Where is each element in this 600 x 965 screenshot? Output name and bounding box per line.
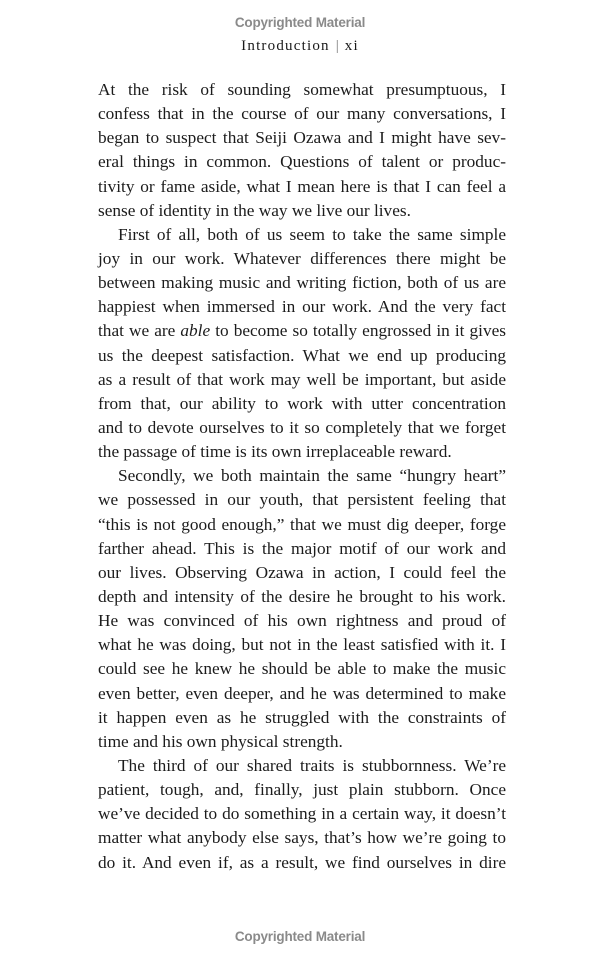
text-line: confess that in the course of our many conversations, I: [98, 104, 506, 124]
section-title: Introduction: [241, 38, 330, 54]
text-line: patient, tough, and, finally, just plain stubborn. Once: [98, 780, 506, 800]
text-line: us the deepest satisfaction. What we end up producing: [98, 345, 506, 365]
text-line: joy in our work. Whatever differences there might be: [98, 248, 506, 268]
text-run: that we are: [98, 321, 181, 341]
italic-emphasis: able: [180, 321, 211, 341]
text-line: we’ve decided to do something in a certain way, it doesn’t: [98, 804, 506, 824]
text-line: the passage of time is its own irreplaceable reward.: [98, 442, 452, 462]
text-line: happiest when immersed in our work. And the very fact: [98, 297, 506, 317]
text-line: between making music and writing fiction, both of us are: [98, 273, 506, 293]
paragraph-1: [98, 78, 506, 223]
body-text: [98, 78, 506, 875]
page-number: xi: [344, 38, 359, 54]
text-line: time and his own physical strength.: [98, 731, 343, 751]
copyright-watermark-top: Copyrighted Material: [234, 15, 366, 30]
text-line: First of all, both of us seem to take the same simple: [118, 224, 506, 244]
text-line: Secondly, we both maintain the same “hungry heart”: [118, 466, 506, 486]
text-line-with-italic: [98, 319, 506, 343]
text-line: “this is not good enough,” that we must dig deeper, forge: [98, 514, 506, 534]
copyright-watermark-bottom: Copyrighted Material: [234, 929, 366, 944]
text-line: what he was doing, but not in the least satisfied with it. I: [98, 635, 506, 655]
paragraph-4: [98, 754, 506, 875]
paragraph-2: [98, 223, 506, 464]
text-line: do it. And even if, as a result, we find ourselves in dire: [98, 852, 506, 872]
text-line: He was convinced of his own rightness and proud of: [98, 611, 506, 631]
paragraph-3: [98, 464, 506, 754]
text-run: to become so totally engrossed in it gives: [210, 321, 506, 341]
text-line: farther ahead. This is the major motif of our work and: [98, 538, 506, 558]
text-line: our lives. Observing Ozawa in action, I could feel the: [98, 562, 506, 582]
text-line: as a result of that work may well be important, but aside: [98, 369, 506, 389]
text-line: sense of identity in the way we live our lives.: [98, 200, 411, 220]
text-line: At the risk of sounding somewhat presumptuous, I: [98, 80, 506, 99]
header-separator: |: [335, 38, 339, 54]
text-line: could see he knew he should be able to make the music: [98, 659, 506, 679]
text-line: it happen even as he struggled with the constraints of: [98, 707, 506, 727]
text-line: from that, our ability to work with utter concentration: [98, 393, 506, 413]
text-line: even better, even deeper, and he was determined to make: [98, 683, 506, 703]
text-line: began to suspect that Seiji Ozawa and I might have sev-: [98, 128, 506, 148]
text-line: matter what anybody else says, that’s how we’re going to: [98, 828, 506, 848]
running-head: [0, 38, 600, 55]
text-line: and to devote ourselves to it so completely that we forget: [98, 417, 506, 437]
text-line: we possessed in our youth, that persistent feeling that: [98, 490, 506, 510]
text-line: The third of our shared traits is stubbornness. We’re: [118, 755, 506, 775]
text-line: eral things in common. Questions of talent or produc-: [98, 152, 506, 172]
text-line: tivity or fame aside, what I mean here is that I can feel a: [98, 176, 506, 196]
text-line: depth and intensity of the desire he brought to his work.: [98, 586, 506, 606]
